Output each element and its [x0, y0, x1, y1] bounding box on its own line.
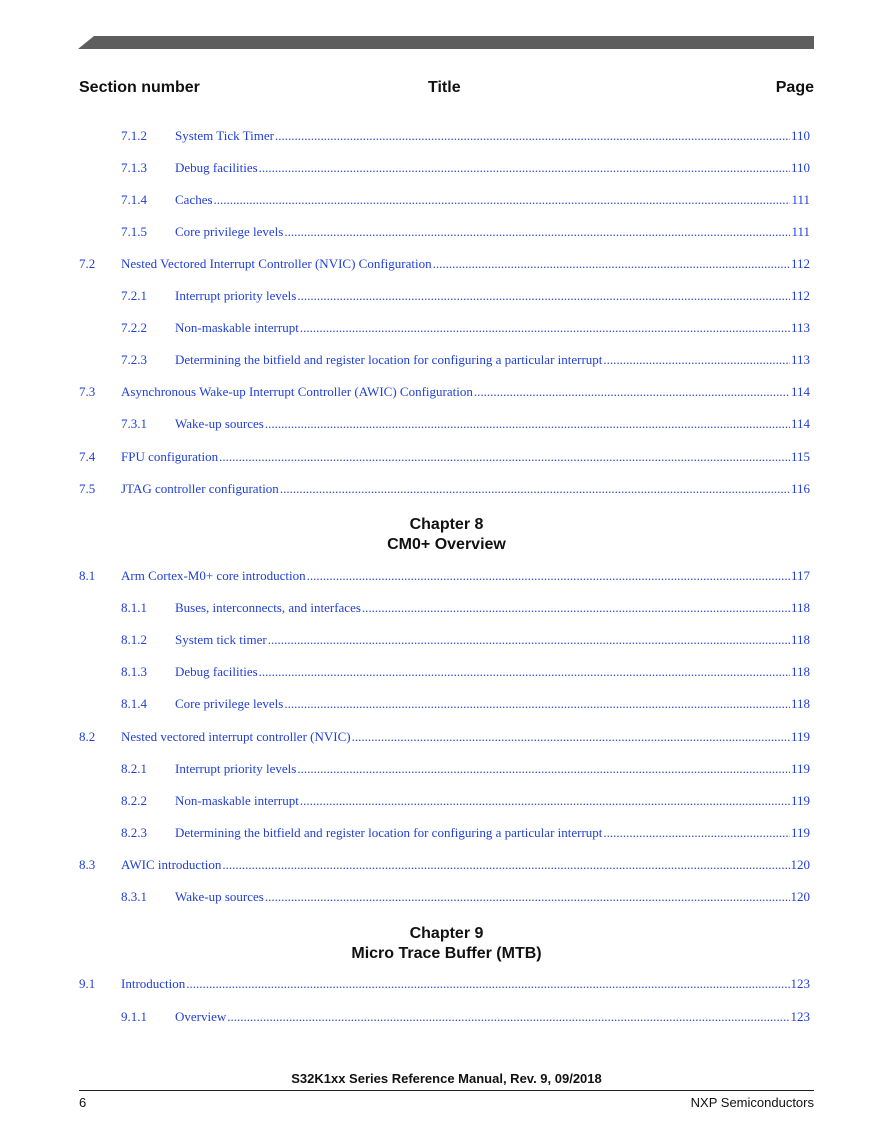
toc-entry-number: 7.3.1: [121, 416, 147, 431]
toc-entry-number: 8.2.1: [121, 761, 147, 776]
toc-entry-number: 7.2.1: [121, 288, 147, 303]
toc-entry[interactable]: [0, 857, 893, 875]
toc-entry-page: 114: [790, 384, 810, 399]
toc-entry-number: 7.1.5: [121, 224, 147, 239]
toc-leader-dots: [474, 384, 790, 400]
toc-entry-page: 112: [790, 256, 810, 271]
toc-entry-page: 113: [790, 320, 810, 335]
toc-leader-dots: [259, 160, 790, 176]
toc-entry-number: 8.3.1: [121, 889, 147, 904]
toc-entry-page: 115: [790, 449, 810, 464]
toc-entry-page: 119: [790, 825, 810, 840]
toc-entry-title: Wake-up sources: [175, 416, 264, 431]
toc-entry-title: Non-maskable interrupt: [175, 793, 299, 808]
toc-entry-number: 7.2.3: [121, 352, 147, 367]
toc-entry-title: Overview: [175, 1009, 227, 1024]
toc-entry-number: 7.1.3: [121, 160, 147, 175]
toc-entry-title: Introduction: [121, 976, 186, 991]
toc-entry-title: FPU configuration: [121, 449, 219, 464]
toc-entry[interactable]: [0, 600, 893, 618]
toc-entry-number: 7.2: [79, 256, 96, 271]
toc-leader-dots: [352, 729, 790, 745]
toc-entry[interactable]: [0, 889, 893, 907]
column-header-page: Page: [775, 79, 814, 96]
toc-entry[interactable]: [0, 449, 893, 467]
footer-page-number: 6: [79, 1095, 87, 1110]
toc-entry-page: 120: [790, 889, 810, 904]
toc-entry-page: 118: [790, 696, 810, 711]
footer-company: NXP Semiconductors: [690, 1095, 814, 1110]
toc-entry[interactable]: [0, 761, 893, 779]
column-header-section-number: Section number: [79, 79, 200, 96]
toc-entry-number: 9.1.1: [121, 1009, 147, 1024]
chapter-title: Micro Trace Buffer (MTB): [351, 945, 542, 962]
chapter-heading: [0, 515, 893, 555]
toc-entry-title: Non-maskable interrupt: [175, 320, 299, 335]
chapter-label: Chapter 8: [409, 516, 484, 533]
toc-entry-number: 7.4: [79, 449, 96, 464]
toc-entry-number: 8.2.2: [121, 793, 147, 808]
toc-leader-dots: [307, 568, 790, 584]
toc-entry-title: Nested Vectored Interrupt Controller (NVIC) Configuration: [121, 256, 432, 271]
toc-entry-number: 8.2.3: [121, 825, 147, 840]
toc-entry-page: 123: [790, 1009, 810, 1024]
toc-entry-title: Caches: [175, 192, 213, 207]
toc-entry[interactable]: [0, 664, 893, 682]
toc-entry-page: 120: [790, 857, 810, 872]
toc-leader-dots: [268, 632, 790, 648]
toc-entry-number: 8.1.1: [121, 600, 147, 615]
toc-entry[interactable]: [0, 729, 893, 747]
toc-entry-number: 8.3: [79, 857, 96, 872]
chapter-title: CM0+ Overview: [387, 536, 506, 553]
toc-entry-title: Debug facilities: [175, 160, 258, 175]
toc-entry-page: 116: [790, 481, 810, 496]
toc-entry-page: 113: [790, 352, 810, 367]
toc-leader-dots: [265, 889, 790, 905]
toc-leader-dots: [297, 288, 790, 304]
toc-entry-title: System Tick Timer: [175, 128, 274, 143]
toc-entry[interactable]: [0, 416, 893, 434]
toc-entry[interactable]: [0, 160, 893, 178]
toc-entry-page: 123: [790, 976, 810, 991]
toc-entry[interactable]: [0, 352, 893, 370]
column-header-title: Title: [428, 79, 461, 96]
toc-entry[interactable]: [0, 696, 893, 714]
toc-entry-title: Wake-up sources: [175, 889, 264, 904]
toc-entry[interactable]: [0, 793, 893, 811]
toc-leader-dots: [284, 224, 790, 240]
chapter-label: Chapter 9: [409, 925, 484, 942]
toc-entry-page: 111: [791, 192, 810, 207]
toc-entry-page: 118: [790, 600, 810, 615]
toc-entry-title: Asynchronous Wake-up Interrupt Controller (AWIC) Configuration: [121, 384, 473, 399]
toc-entry-page: 119: [790, 761, 810, 776]
toc-leader-dots: [186, 976, 789, 992]
toc-leader-dots: [362, 600, 790, 616]
toc-entry-title: Determining the bitfield and register location for configuring a particular interrupt: [175, 352, 603, 367]
toc-leader-dots: [300, 320, 790, 336]
toc-entry-number: 8.1.3: [121, 664, 147, 679]
toc-entry-title: System tick timer: [175, 632, 267, 647]
toc-leader-dots: [227, 1009, 789, 1025]
toc-entry-number: 9.1: [79, 976, 96, 991]
toc-entry-page: 118: [790, 664, 810, 679]
toc-leader-dots: [280, 481, 790, 497]
toc-entry[interactable]: [0, 192, 893, 210]
header-bar-decoration: [78, 36, 814, 49]
toc-entry-page: 114: [790, 416, 810, 431]
toc-entry-title: Interrupt priority levels: [175, 761, 297, 776]
toc-entry[interactable]: [0, 128, 893, 146]
toc-entry-title: Interrupt priority levels: [175, 288, 297, 303]
toc-entry[interactable]: [0, 256, 893, 274]
toc-entry-number: 7.1.4: [121, 192, 147, 207]
toc-entry-title: Buses, interconnects, and interfaces: [175, 600, 361, 615]
toc-leader-dots: [214, 192, 791, 208]
toc-entry-title: Core privilege levels: [175, 696, 284, 711]
toc-entry-page: 117: [790, 568, 810, 583]
toc-leader-dots: [275, 128, 790, 144]
toc-entry[interactable]: [0, 481, 893, 499]
toc-entry-number: 7.5: [79, 481, 96, 496]
toc-entry-number: 7.3: [79, 384, 96, 399]
toc-entry-page: 112: [790, 288, 810, 303]
toc-leader-dots: [222, 857, 789, 873]
toc-entry-title: JTAG controller configuration: [121, 481, 279, 496]
toc-leader-dots: [603, 352, 790, 368]
toc-entry[interactable]: [0, 224, 893, 242]
toc-entry[interactable]: [0, 320, 893, 338]
toc-leader-dots: [265, 416, 790, 432]
toc-entry-number: 8.1.4: [121, 696, 147, 711]
toc-entry-page: 110: [790, 160, 810, 175]
toc-entry-number: 8.1.2: [121, 632, 147, 647]
toc-entry[interactable]: [0, 825, 893, 843]
toc-leader-dots: [284, 696, 790, 712]
toc-entry-title: Debug facilities: [175, 664, 258, 679]
toc-entry-title: AWIC introduction: [121, 857, 222, 872]
toc-entry-number: 8.2: [79, 729, 96, 744]
toc-entry[interactable]: [0, 632, 893, 650]
toc-entry-number: 7.1.2: [121, 128, 147, 143]
toc-entry-number: 8.1: [79, 568, 96, 583]
toc-entry-number: 7.2.2: [121, 320, 147, 335]
toc-entry[interactable]: [0, 288, 893, 306]
toc-entry[interactable]: [0, 384, 893, 402]
toc-entry-page: 110: [790, 128, 810, 143]
footer-divider: [79, 1090, 814, 1091]
toc-entry-page: 111: [791, 224, 810, 239]
toc-leader-dots: [603, 825, 790, 841]
toc-entry-title: Core privilege levels: [175, 224, 284, 239]
toc-entry-title: Determining the bitfield and register location for configuring a particular interrupt: [175, 825, 603, 840]
toc-leader-dots: [300, 793, 790, 809]
toc-entry-page: 119: [790, 793, 810, 808]
toc-entry-page: 118: [790, 632, 810, 647]
toc-leader-dots: [297, 761, 790, 777]
toc-entry-page: 119: [790, 729, 810, 744]
toc-leader-dots: [433, 256, 790, 272]
toc-entry-title: Nested vectored interrupt controller (NVIC): [121, 729, 351, 744]
chapter-heading: [0, 924, 893, 964]
toc-entry[interactable]: [0, 1009, 893, 1027]
toc-leader-dots: [259, 664, 790, 680]
toc-entry-title: Arm Cortex-M0+ core introduction: [121, 568, 306, 583]
toc-entry[interactable]: [0, 568, 893, 586]
footer-document-title: S32K1xx Series Reference Manual, Rev. 9, 09/2018: [291, 1071, 602, 1086]
toc-entry[interactable]: [0, 976, 893, 994]
toc-leader-dots: [219, 449, 790, 465]
